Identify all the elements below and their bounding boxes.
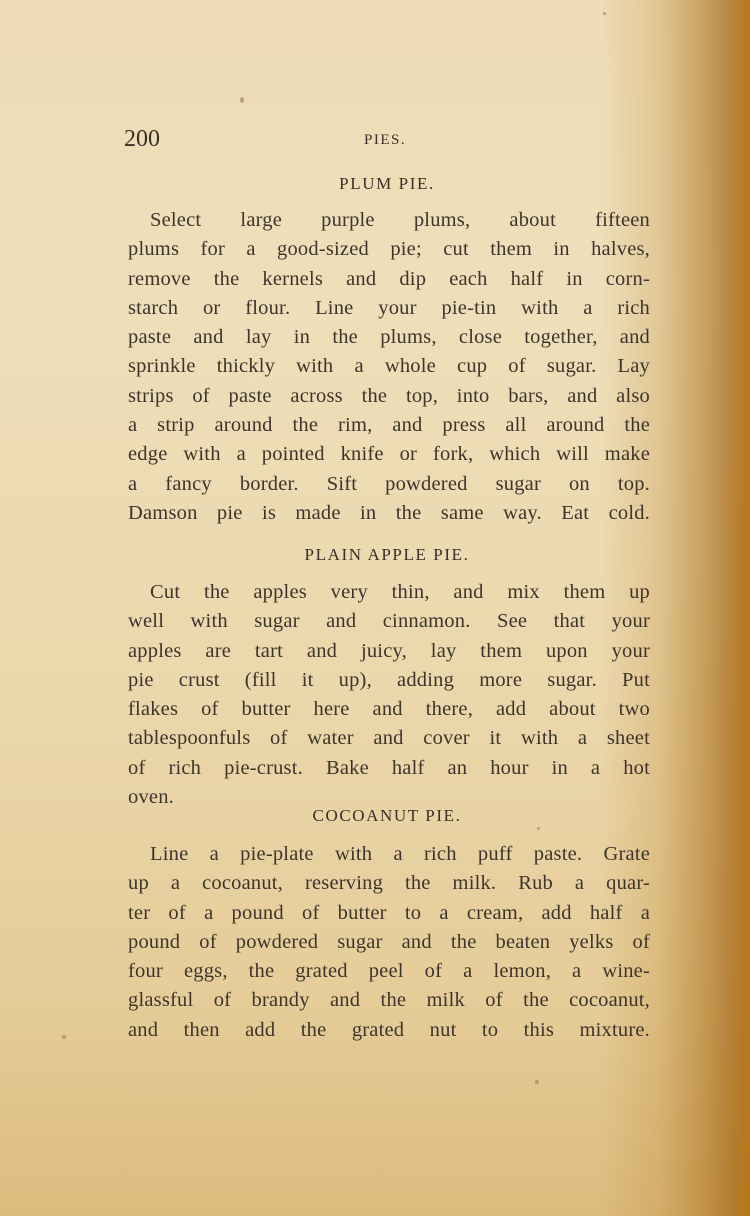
section-title-plain-apple-pie: PLAIN APPLE PIE. <box>304 545 470 564</box>
paper-speck <box>535 1080 539 1084</box>
text-line: Select large purple plums, about fifteen <box>150 209 650 231</box>
paper-speck <box>240 97 244 103</box>
text-line: starch or flour. Line your pie-tin with a rich <box>128 296 650 319</box>
section-title-cocoanut-pie: COCOANUT PIE. <box>312 806 462 825</box>
text-line: Damson pie is made in the same way. Eat cold. <box>128 501 650 524</box>
text-line: and then add the grated nut to this mixture. <box>128 1018 650 1041</box>
text-line: ter of a pound of butter to a cream, add half a <box>128 901 650 924</box>
text-line: four eggs, the grated peel of a lemon, a wine- <box>128 960 650 983</box>
text-line: pound of powdered sugar and the beaten yelks of <box>128 930 650 953</box>
text-line: tablespoonfuls of water and cover it with a sheet <box>128 727 650 750</box>
text-line: flakes of butter here and there, add about two <box>128 698 650 721</box>
text-line: glassful of brandy and the milk of the cocoanut, <box>128 989 650 1012</box>
text-line: Line a pie-plate with a rich puff paste. Grate <box>150 843 650 865</box>
paper-speck <box>603 12 606 15</box>
text-line: oven. <box>128 786 174 809</box>
text-line: edge with a pointed knife or fork, which will make <box>128 443 650 466</box>
text-line: Cut the apples very thin, and mix them up <box>150 581 650 603</box>
paragraph-plain-apple-pie <box>128 578 650 812</box>
running-head: PIES. <box>364 132 407 148</box>
page-number: 200 <box>124 126 160 152</box>
paper-speck <box>537 827 540 830</box>
text-line: plums for a good-sized pie; cut them in halves, <box>128 238 650 261</box>
text-line: paste and lay in the plums, close together, and <box>128 326 650 349</box>
text-line: up a cocoanut, reserving the milk. Rub a quar- <box>128 872 650 895</box>
section-title-plum-pie: PLUM PIE. <box>339 174 435 193</box>
paragraph-cocoanut-pie <box>128 840 650 1045</box>
text-line: of rich pie-crust. Bake half an hour in a hot <box>128 756 650 779</box>
page-header <box>124 126 644 156</box>
text-line: remove the kernels and dip each half in corn- <box>128 267 650 290</box>
text-line: pie crust (fill it up), adding more sugar. Put <box>128 668 650 691</box>
text-line: well with sugar and cinnamon. See that your <box>128 610 650 633</box>
text-line: sprinkle thickly with a whole cup of sugar. Lay <box>128 355 650 378</box>
text-line: a fancy border. Sift powdered sugar on top. <box>128 472 650 495</box>
text-line: apples are tart and juicy, lay them upon your <box>128 639 650 662</box>
paragraph-plum-pie <box>128 206 650 528</box>
text-line: a strip around the rim, and press all around the <box>128 414 650 437</box>
page-edge-shading <box>728 0 750 1216</box>
paper-speck <box>62 1035 66 1039</box>
text-line: strips of paste across the top, into bars, and also <box>128 384 650 407</box>
